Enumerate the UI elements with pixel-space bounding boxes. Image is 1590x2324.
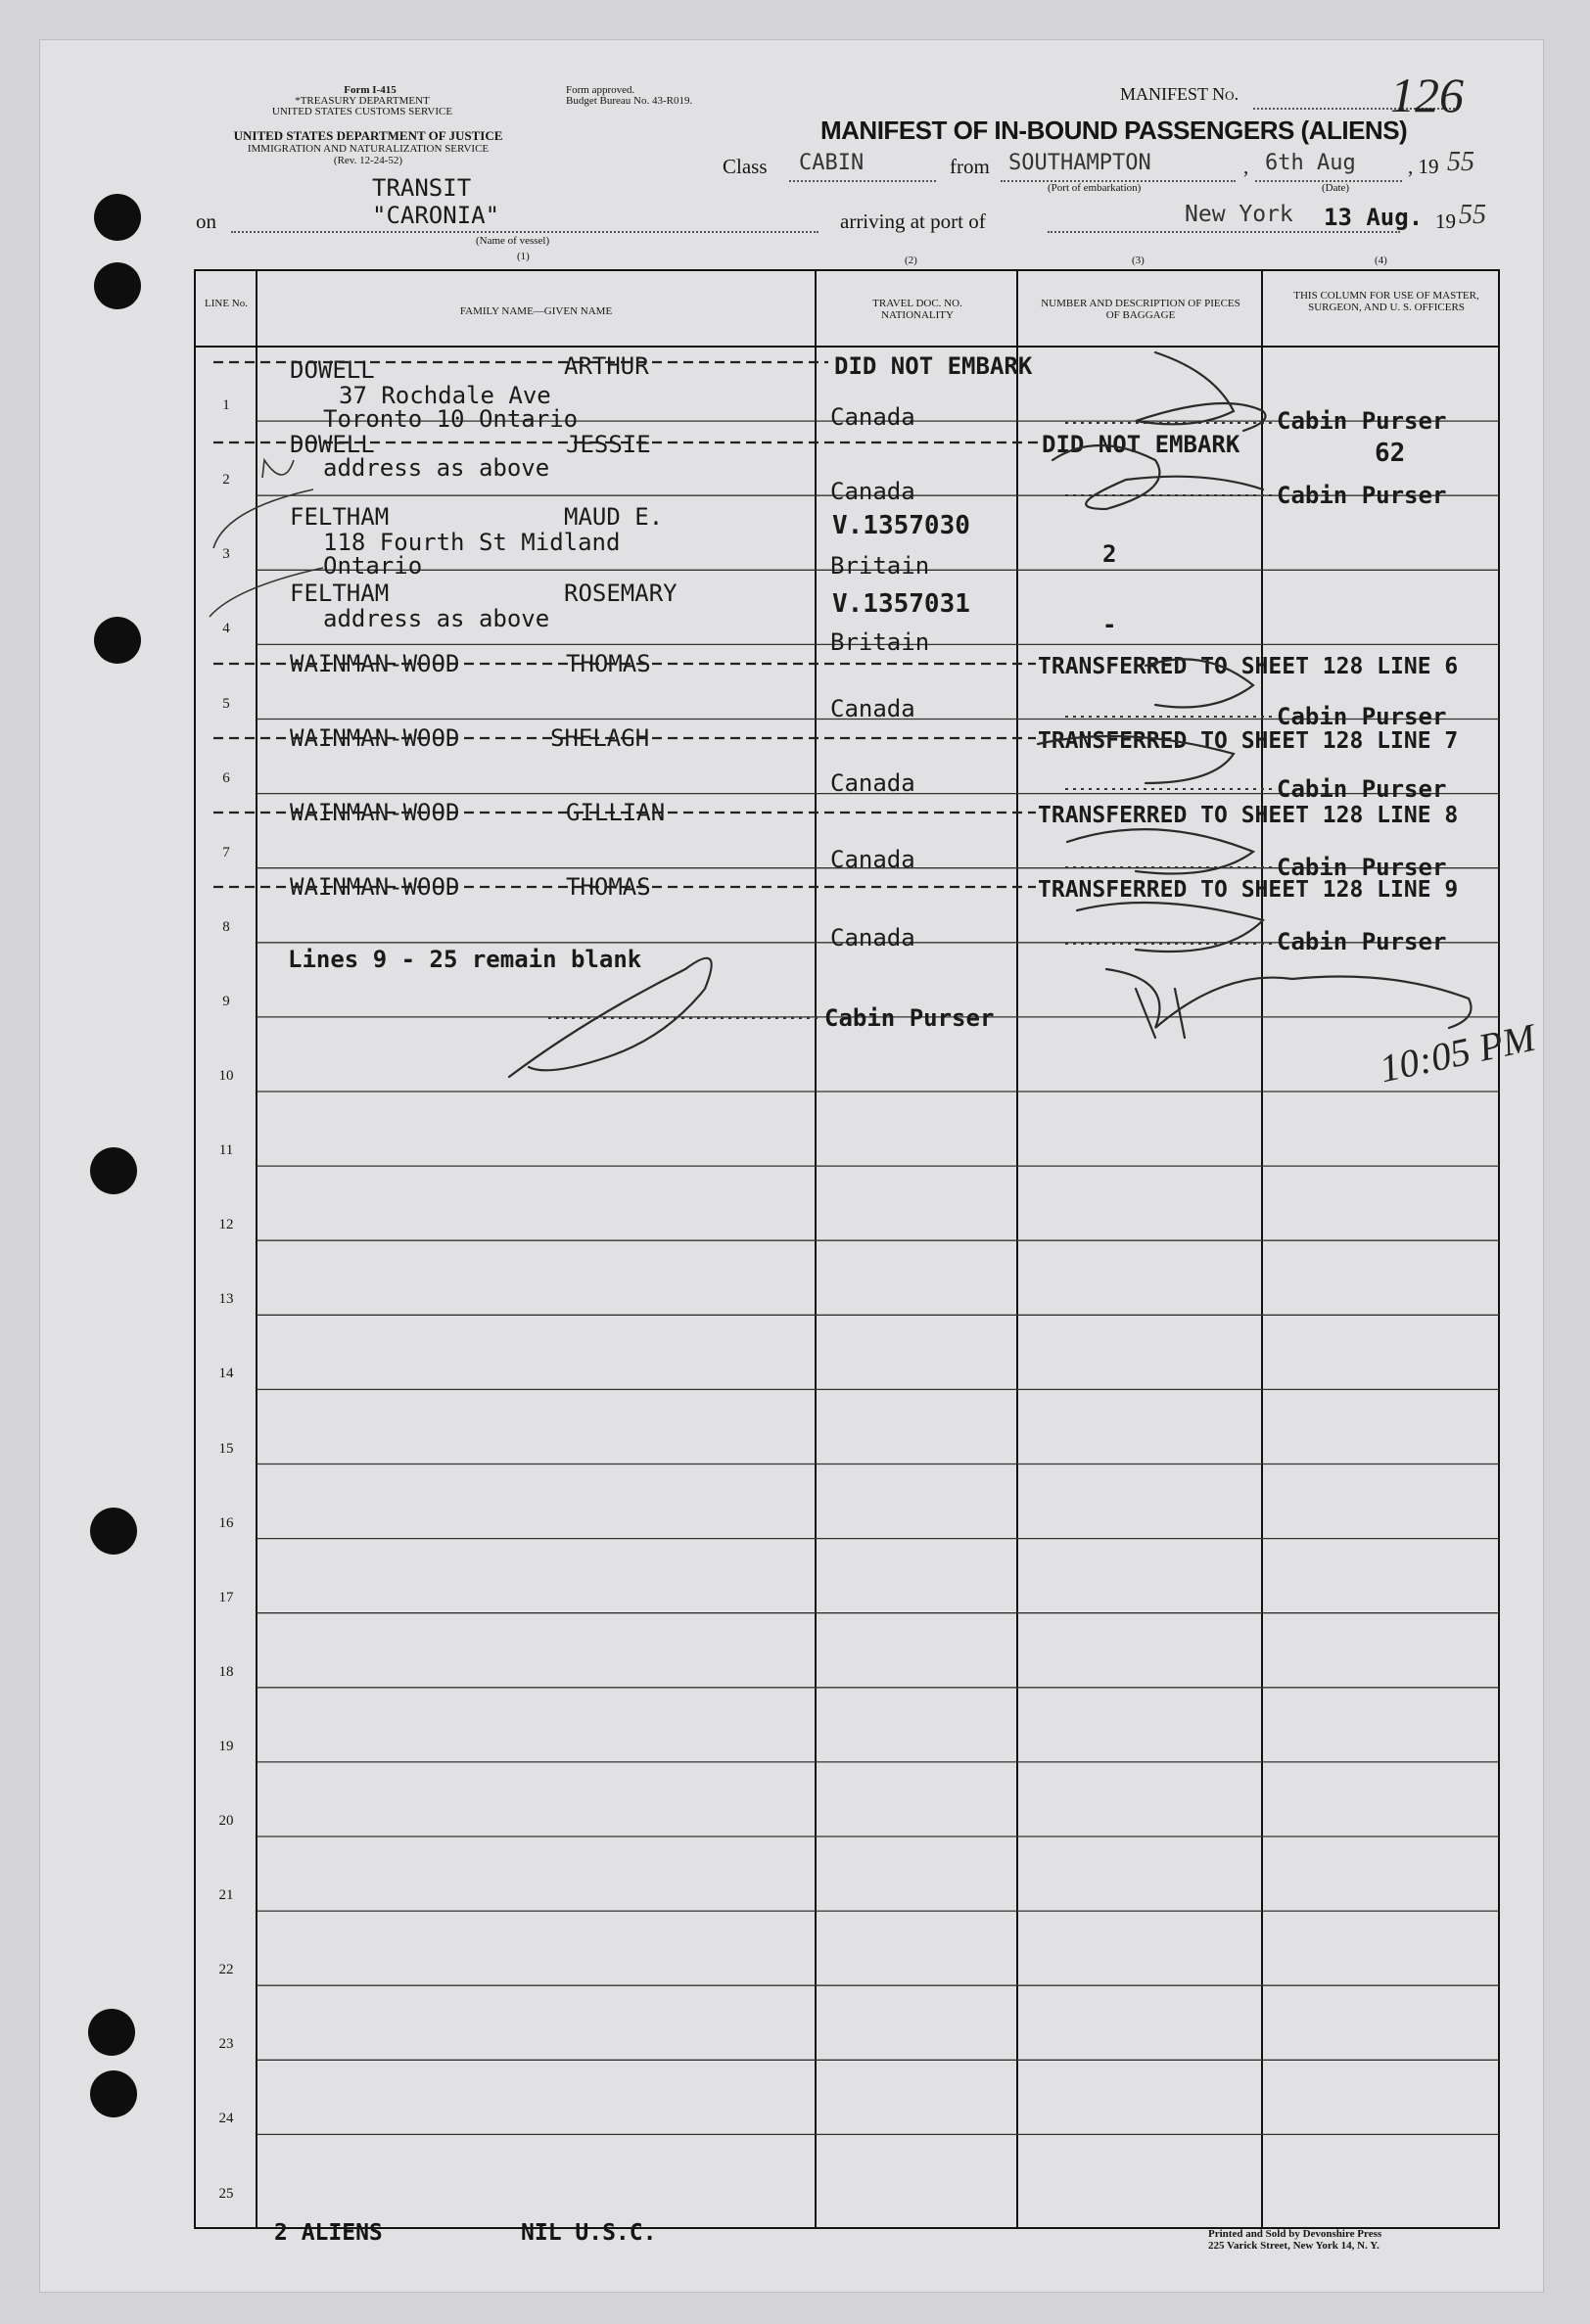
- arriving-label: arriving at port of: [840, 209, 986, 233]
- vessel-caption: (Name of vessel): [476, 235, 550, 247]
- e6-nationality: Canada: [830, 769, 915, 797]
- arrival-date: 13 Aug.: [1324, 204, 1424, 231]
- e3-nationality: Britain: [830, 552, 930, 580]
- line-number: 22: [218, 1962, 234, 1978]
- form-number: Form I-415: [344, 84, 397, 96]
- header-name: FAMILY NAME—GIVEN NAME: [459, 305, 613, 317]
- col-num-1: (1): [517, 251, 530, 262]
- e2-count: 62: [1375, 439, 1406, 468]
- e7-purser: Cabin Purser: [1277, 854, 1447, 881]
- line-number: 11: [218, 1142, 234, 1159]
- manifest-number: 126: [1390, 68, 1464, 122]
- e4-addr: address as above: [323, 605, 550, 632]
- e5-nationality: Canada: [830, 695, 915, 722]
- vessel-name: "CARONIA": [372, 202, 500, 229]
- footer-usc: NIL U.S.C.: [521, 2220, 657, 2246]
- e8-transfer: TRANSFERRED TO SHEET 128 LINE 9: [1038, 877, 1459, 903]
- footer-aliens: 2 ALIENS: [274, 2220, 383, 2246]
- e4-baggage: -: [1102, 611, 1117, 638]
- header-officers: THIS COLUMN FOR USE OF MASTER, SURGEON, AND U. S. OFFICERS: [1293, 290, 1479, 313]
- e2-family: DOWELL: [290, 431, 375, 458]
- class-label: Class: [723, 155, 768, 178]
- e2-addr: address as above: [323, 454, 550, 482]
- line-number: 14: [218, 1366, 234, 1382]
- on-label: on: [196, 209, 216, 233]
- ins-line: IMMIGRATION AND NATURALIZATION SERVICE: [247, 143, 490, 155]
- time-note: 10:05 PM: [1376, 1014, 1539, 1092]
- e1-family: DOWELL: [290, 356, 375, 384]
- e3-baggage: 2: [1102, 540, 1117, 568]
- e1-note: DID NOT EMBARK: [834, 352, 1033, 380]
- header-line-no: LINE No.: [205, 298, 248, 309]
- justice-line: UNITED STATES DEPARTMENT OF JUSTICE: [233, 128, 503, 143]
- line-number: 23: [218, 2036, 234, 2053]
- e2-nationality: Canada: [830, 478, 915, 505]
- line-number: 13: [218, 1291, 234, 1308]
- line-number: 2: [222, 472, 230, 488]
- col-num-4: (4): [1375, 255, 1387, 266]
- date-caption: (Date): [1322, 182, 1350, 194]
- line-number: 21: [218, 1887, 234, 1904]
- e1-purser: Cabin Purser: [1277, 407, 1447, 435]
- e8-family: WAINMAN-WOOD: [290, 873, 460, 901]
- header-baggage: NUMBER AND DESCRIPTION OF PIECES OF BAGGAGE: [1041, 298, 1240, 321]
- printer-line-1: Printed and Sold by Devonshire Press: [1208, 2228, 1382, 2240]
- from-label: from: [950, 155, 990, 178]
- embark-date: 6th Aug: [1265, 151, 1356, 175]
- e1-addr2: Toronto 10 Ontario: [323, 405, 579, 433]
- e8-nationality: Canada: [830, 924, 915, 952]
- manifest-title: MANIFEST OF IN-BOUND PASSENGERS (ALIENS): [820, 116, 1408, 145]
- arrival-port: New York: [1185, 202, 1293, 227]
- class-value: CABIN: [799, 151, 865, 175]
- treasury-line: *TREASURY DEPARTMENT: [295, 95, 430, 107]
- blank-lines-note: Lines 9 - 25 remain blank: [288, 946, 642, 973]
- arrival-year-prefix: 19: [1435, 209, 1456, 233]
- e1-nationality: Canada: [830, 403, 915, 431]
- e2-note: DID NOT EMBARK: [1042, 431, 1240, 458]
- e7-given: GILLIAN: [566, 799, 666, 826]
- line-number: 4: [222, 621, 230, 637]
- line-number: 19: [218, 1738, 234, 1754]
- e3-given: MAUD E.: [564, 503, 664, 531]
- line-number: 25: [218, 2185, 234, 2202]
- line-number: 6: [222, 769, 230, 786]
- manifest-label: MANIFEST No.: [1120, 84, 1239, 104]
- e7-family: WAINMAN-WOOD: [290, 799, 460, 826]
- line-number: 16: [218, 1514, 234, 1531]
- rev-line: (Rev. 12-24-52): [333, 155, 403, 166]
- line-number: 24: [218, 2111, 234, 2127]
- line-number: 12: [218, 1217, 234, 1233]
- arrival-year: 55: [1459, 200, 1486, 230]
- e1-addr1: 37 Rochdale Ave: [339, 382, 551, 409]
- e3-addr1: 118 Fourth St Midland: [323, 529, 621, 556]
- e5-given: THOMAS: [566, 650, 651, 677]
- form-approved: Form approved.: [566, 84, 635, 96]
- e7-nationality: Canada: [830, 846, 915, 873]
- e2-given: JESSIE: [566, 431, 651, 458]
- e8-purser: Cabin Purser: [1277, 928, 1447, 955]
- e5-transfer: TRANSFERRED TO SHEET 128 LINE 6: [1038, 654, 1459, 679]
- line-number: 17: [218, 1589, 234, 1605]
- col-num-2: (2): [905, 255, 917, 266]
- e8-given: THOMAS: [566, 873, 651, 901]
- customs-line: UNITED STATES CUSTOMS SERVICE: [271, 106, 453, 117]
- port-embarkation: SOUTHAMPTON: [1008, 151, 1151, 175]
- e1-given: ARTHUR: [564, 352, 649, 380]
- e5-purser: Cabin Purser: [1277, 703, 1447, 730]
- header-travel-doc: TRAVEL DOC. NO. NATIONALITY: [872, 298, 962, 321]
- port-caption: (Port of embarkation): [1048, 182, 1142, 194]
- e6-given: SHELAGH: [550, 724, 650, 752]
- bottom-purser: Cabin Purser: [824, 1004, 995, 1032]
- e4-doc: V.1357031: [832, 589, 970, 619]
- e7-transfer: TRANSFERRED TO SHEET 128 LINE 8: [1038, 803, 1459, 828]
- e3-family: FELTHAM: [290, 503, 390, 531]
- e5-family: WAINMAN-WOOD: [290, 650, 460, 677]
- e3-doc: V.1357030: [832, 511, 970, 540]
- line-number: 3: [222, 546, 230, 563]
- e6-transfer: TRANSFERRED TO SHEET 128 LINE 7: [1038, 728, 1459, 754]
- line-number: 10: [218, 1068, 234, 1084]
- e4-family: FELTHAM: [290, 580, 390, 607]
- line-number: 20: [218, 1813, 234, 1829]
- line-number: 9: [222, 993, 230, 1009]
- line-number: 18: [218, 1663, 234, 1680]
- comma: ,: [1243, 155, 1249, 178]
- transit-label: TRANSIT: [372, 174, 472, 202]
- line-number: 5: [222, 695, 230, 712]
- e6-purser: Cabin Purser: [1277, 775, 1447, 803]
- e3-addr2: Ontario: [323, 552, 423, 580]
- budget-number: Budget Bureau No. 43-R019.: [566, 95, 693, 107]
- printer-line-2: 225 Varick Street, New York 14, N. Y.: [1208, 2240, 1380, 2252]
- embark-year: 55: [1447, 147, 1474, 177]
- line-number: 8: [222, 918, 230, 935]
- line-number: 15: [218, 1440, 234, 1457]
- e4-nationality: Britain: [830, 628, 930, 656]
- year-prefix: , 19: [1408, 155, 1439, 178]
- e2-purser: Cabin Purser: [1277, 482, 1447, 509]
- line-number: 1: [222, 397, 230, 414]
- e4-given: ROSEMARY: [564, 580, 678, 607]
- e6-family: WAINMAN-WOOD: [290, 724, 460, 752]
- line-number: 7: [222, 844, 230, 860]
- col-num-3: (3): [1132, 255, 1145, 266]
